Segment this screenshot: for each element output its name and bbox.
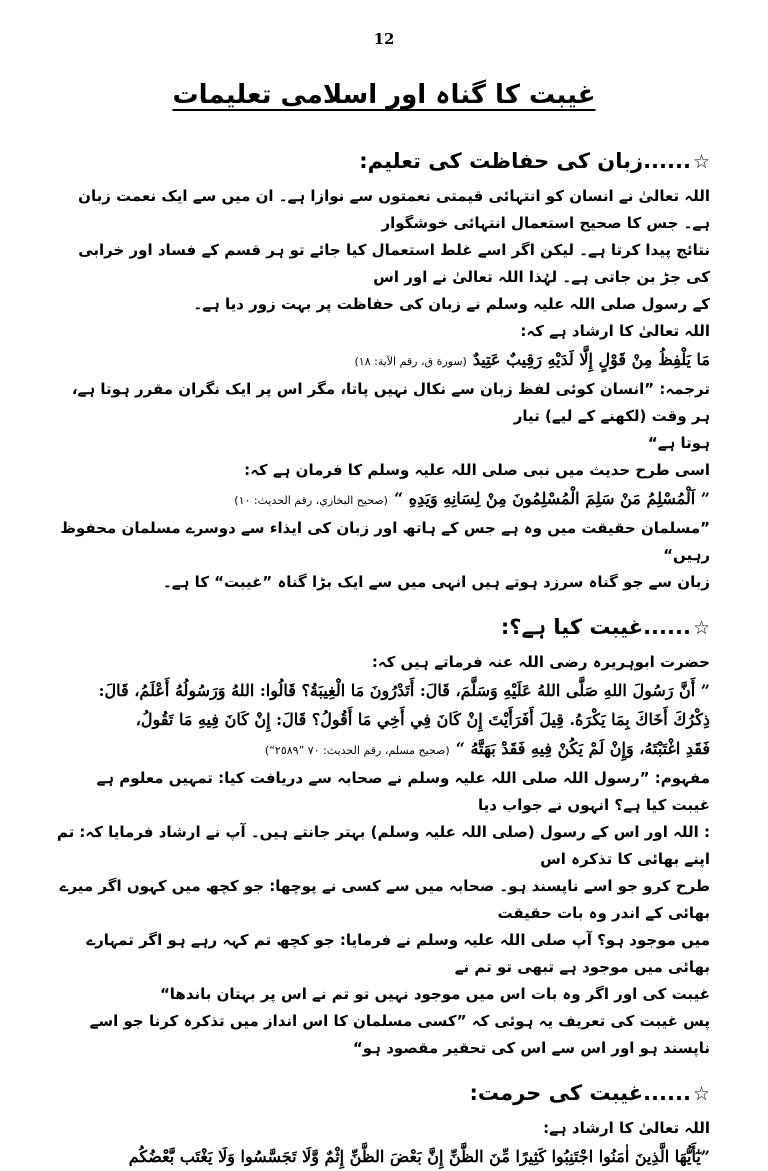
- hadith-reference: (صحيح البخاري، رقم الحديث: ١٠): [234, 494, 388, 507]
- section-heading: [56, 610, 710, 645]
- meaning-line: : اللہ اور اس کے رسول (صلی اللہ علیہ وسلم) بہتر جانتے ہیں۔ آپ نے ارشاد فرمایا کہ: تم اپنے بھائی کا تذکرہ اس: [56, 823, 710, 868]
- paragraph-line: کے رسول صلی اللہ علیہ وسلم نے زبان کی حفاظت پر بہت زور دیا ہے۔: [193, 295, 710, 313]
- paragraph-line: زبان سے جو گناہ سرزد ہوتے ہیں انہی میں سے ایک بڑا گناہ ”غیبت“ کا ہے۔: [162, 573, 710, 591]
- star-icon: ☆: [692, 151, 710, 173]
- section-heading: [56, 1076, 710, 1111]
- section-heading-text: ......غیبت کیا ہے؟:: [500, 615, 691, 639]
- paragraph-line: اسی طرح حدیث میں نبی صلی اللہ علیہ وسلم کا فرمان ہے کہ:: [244, 461, 710, 479]
- translation-line: ترجمہ: ”انسان کوئی لفظ زبان سے نکال نہیں پاتا، مگر اس پر ایک نگران مقرر ہوتا ہے، ہر وقت (لکھنے کے لیے) تیار: [71, 380, 710, 425]
- paragraph-line: حضرت ابوہریرہ رضی اللہ عنہ فرماتے ہیں کہ:: [371, 653, 710, 671]
- paragraph-line: اللہ تعالیٰ کا ارشاد ہے:: [543, 1119, 710, 1137]
- arabic-hadith-line: ” أَنَّ رَسُولَ اللهِ صَلَّى اللهُ عَلَيْهِ وَسَلَّمَ، قَالَ: أَتَدْرُونَ مَا الْغِيبَةُ؟ قَالُوا: اللهُ وَرَسُولُهُ أَعْلَمُ، قَالَ:: [98, 681, 710, 700]
- hadith-reference: (صحيح مسلم، رقم الحديث: ٧٠ ”٢٥٨٩“): [264, 744, 450, 757]
- translation-line: ”مسلمان حقیقت میں وہ ہے جس کے ہاتھ اور زبان کی ایذاء سے دوسرے مسلمان محفوظ رہیں“: [60, 519, 710, 564]
- section-spacer: [56, 596, 710, 606]
- arabic-verse: ”يٰٓأَيُّهَا الَّذِينَ اٰمَنُوا اجْتَنِبُوا كَثِيرًا مِّنَ الظَّنِّ إِنَّ بَعْضَ الظَّنِّ إِثْمٌ وَّلَا تَجَسَّسُوا وَلَا يَغْتَب بَّعْضُكُم: [128, 1147, 710, 1166]
- meaning-line: غیبت کی اور اگر وہ بات اس میں موجود نہیں تو تم نے اس پر بہتان باندھا“: [159, 985, 710, 1003]
- definition-line: پس غیبت کی تعریف یہ ہوئی کہ ”کسی مسلمان کا اس انداز میں تذکرہ کرنا جو اسے ناپسند ہو اور اس سے اس کی تحقیر مقصود ہو“: [89, 1012, 710, 1057]
- star-icon: ☆: [692, 1083, 710, 1105]
- arabic-hadith-text: فَقَدِ اغْتَبْتَهُ، وَإِنْ لَمْ يَكُنْ فِيهِ فَقَدْ بَهَتَّهُ “: [455, 739, 710, 758]
- paragraph-line: اللہ تعالیٰ نے انسان کو انتہائی قیمتی نعمتوں سے نوازا ہے۔ ان میں سے ایک نعمت زبان ہے۔ جس کا صحیح استعمال انتہائی خوشگوار: [78, 187, 710, 232]
- section-spacer: [56, 1062, 710, 1072]
- section-what-is-gheebat: [56, 610, 710, 1062]
- arabic-hadith-text: ” اَلْمُسْلِمُ مَنْ سَلِمَ الْمُسْلِمُونَ مِنْ لِسَانِهِ وَيَدِهِ “: [393, 489, 710, 508]
- meaning-line: طرح کرو جو اسے ناپسند ہو۔ صحابہ میں سے کسی نے پوچھا: جو کچھ میں کہوں اگر میرے بھائی کے اندر وہ بات حقیقت: [59, 877, 710, 922]
- meaning-line: مفہوم: ”رسول اللہ صلی اللہ علیہ وسلم نے صحابہ سے دریافت کیا: تمہیں معلوم ہے غیبت کیا ہے؟ انہوں نے جواب دیا: [96, 769, 710, 814]
- section-heading-text: ......غیبت کی حرمت:: [469, 1081, 691, 1105]
- content-body: [56, 140, 710, 1171]
- arabic-hadith-line: ذِكْرُكَ أَخَاكَ بِمَا يَكْرَهُ. قِيلَ أَفَرَأَيْتَ إِنْ كَانَ فِي أَخِي مَا أَقُولُ؟ قَالَ: إِنْ كَانَ فِيهِ مَا تَقُولُ،: [135, 710, 710, 729]
- arabic-hadith: [56, 484, 710, 515]
- paragraph-line: نتائج پیدا کرتا ہے۔ لیکن اگر اسے غلط استعمال کیا جائے تو ہر قسم کے فساد اور خرابی کی جڑ بن جاتی ہے۔ لہٰذا اللہ تعالیٰ نے اور اس: [78, 241, 710, 286]
- arabic-verse-text: مَا يَلْفِظُ مِنْ قَوْلٍ إِلَّا لَدَيْهِ رَقِيبٌ عَتِيدٌ: [472, 350, 710, 369]
- translation-line: ہوتا ہے“: [647, 434, 710, 452]
- arabic-verse: [56, 345, 710, 376]
- page-title: غیبت کا گناہ اور اسلامی تعلیمات: [172, 80, 596, 110]
- verse-reference: (سورة ق، رقم الآية: ١٨): [354, 355, 467, 368]
- section-heading: [56, 144, 710, 179]
- paragraph-line: اللہ تعالیٰ کا ارشاد ہے کہ:: [520, 322, 710, 340]
- page-number: 12: [373, 30, 395, 48]
- star-icon: ☆: [692, 617, 710, 639]
- arabic-hadith-line: [56, 734, 710, 765]
- section-tongue-protection: [56, 144, 710, 596]
- meaning-line: میں موجود ہو؟ آپ صلی اللہ علیہ وسلم نے فرمایا: جو کچھ تم کہہ رہے ہو اگر تمہارے بھائی میں موجود ہے تبھی تو تم نے: [86, 931, 710, 976]
- section-heading-text: ......زبان کی حفاظت کی تعلیم:: [359, 149, 691, 173]
- section-prohibition: [56, 1076, 710, 1171]
